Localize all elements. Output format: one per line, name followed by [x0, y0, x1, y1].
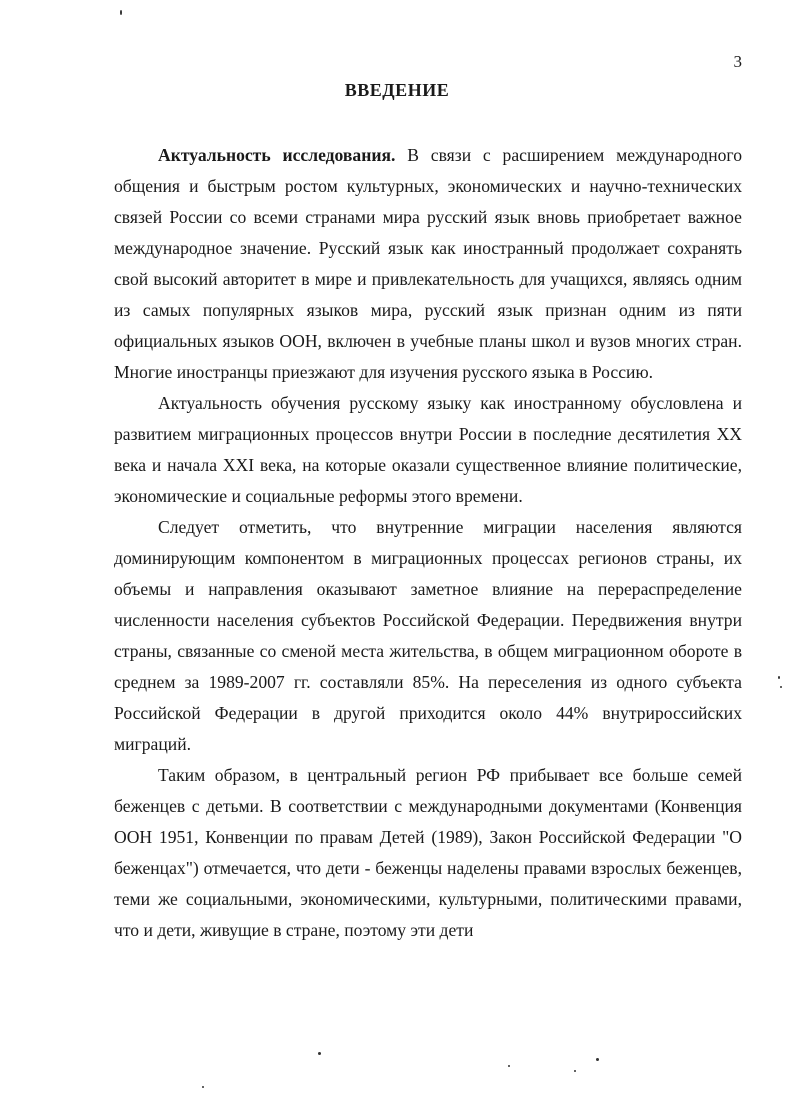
paragraph-text: Актуальность обучения русскому языку как иностранному обусловлена и развитием миграционных процессов внутри России в последние десятилетия XX века и начала XXI века, на которые оказали существенное влияние политические, экономические и социальные реформы этого времени.	[114, 393, 742, 506]
scan-speck	[120, 10, 122, 15]
page-number: 3	[733, 52, 742, 71]
paragraph-migration-relevance	[114, 388, 742, 512]
paragraph-text: Следует отметить, что внутренние миграции населения являются доминирующим компонентом в миграционных процессах регионов страны, их объемы и направления оказывают заметное влияние на перераспределение численности населения субъектов Российской Федерации. Передвижения внутри страны, связанные со сменой места жительства, в общем миграционном обороте в среднем за 1989-2007 гг. составляли 85%. На переселения из одного субъекта Российской Федерации в другой приходится около 44% внутрироссийских миграций.	[114, 517, 742, 754]
page-title: ВВЕДЕНИЕ	[344, 80, 450, 100]
paragraph-refugee-children	[114, 760, 742, 946]
paragraph-text: Таким образом, в центральный регион РФ прибывает все больше семей беженцев с детьми. В соответствии с международными документами (Конвенция ООН 1951, Конвенции по правам Детей (1989), Закон Российской Федерации "О беженцах") отмечается, что дети - беженцы наделены правами взрослых беженцев, теми же социальными, экономическими, культурными, политическими правами, что и дети, живущие в стране, поэтому эти дети	[114, 765, 742, 940]
scan-speck	[780, 686, 782, 688]
paragraph-relevance	[114, 140, 742, 388]
scan-speck	[508, 1065, 510, 1067]
scan-speck	[202, 1086, 204, 1088]
scan-speck	[596, 1058, 599, 1061]
scan-speck	[318, 1052, 321, 1055]
scan-speck	[574, 1070, 576, 1072]
paragraph-text: В связи с расширением международного общения и быстрым ростом культурных, экономических и научно-технических связей России со всеми странами мира русский язык вновь приобретает важное международное значение. Русский язык как иностранный продолжает сохранять свой высокий авторитет в мире и привлекательность для учащихся, являясь одним из самых популярных языков мира, русский язык признан одним из пяти официальных языков ООН, включен в учебные планы школ и вузов многих стран. Многие иностранцы приезжают для изучения русского языка в Россию.	[114, 145, 743, 382]
scan-speck	[778, 676, 780, 679]
body-text	[114, 140, 742, 946]
paragraph-lead-heading: Актуальность исследования.	[158, 145, 396, 165]
paragraph-internal-migration	[114, 512, 742, 760]
